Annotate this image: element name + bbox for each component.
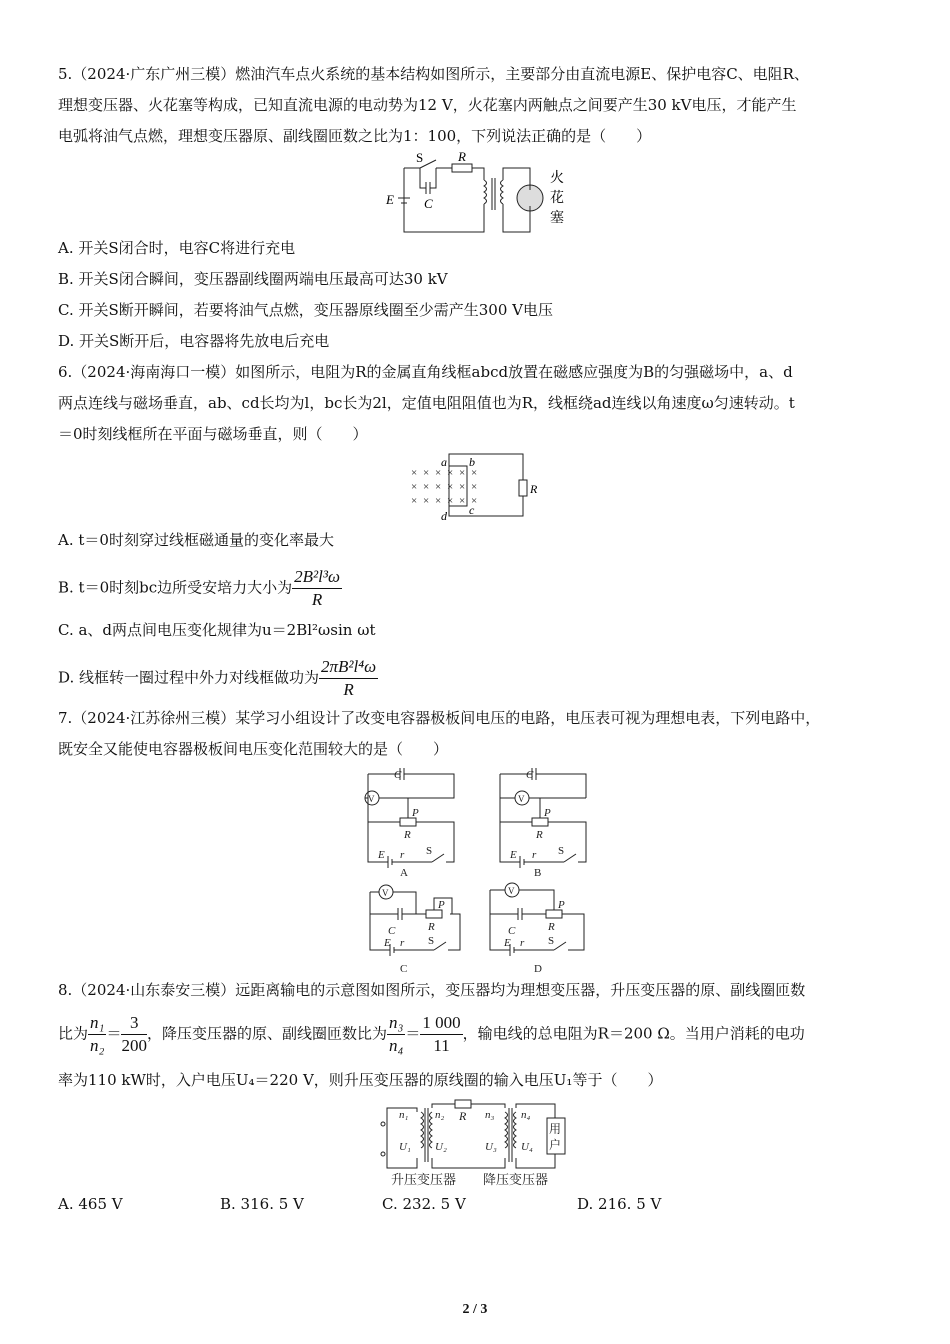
q8-fig-n2: n₂ (435, 1109, 445, 1121)
q5-fig-label-spark-1: 火 (550, 171, 564, 186)
q7-a-label-r: R (404, 829, 411, 841)
q8-option-a: A. 465 V (58, 1195, 123, 1213)
q7-a-label-e: E (378, 849, 385, 861)
q5-fig-label-r: R (458, 150, 466, 164)
q7-caption-c: C (400, 963, 408, 975)
magnetic-field-cross: × (447, 481, 454, 493)
q8-option-d: D. 216. 5 V (577, 1195, 662, 1213)
q6-fig-label-d: d (441, 509, 447, 523)
q8-frac3-num: n₃ (387, 1012, 405, 1035)
q8-fig-u4: U₄ (521, 1141, 533, 1153)
q7-c-label-p: P (438, 899, 445, 911)
q8-fig-step-down-caption: 降压变压器 (483, 1172, 549, 1187)
q8-frac1-den: n₂ (90, 1036, 105, 1055)
q8-option-b: B. 316. 5 V (220, 1195, 304, 1213)
q7-caption-d: D (534, 963, 542, 975)
q7-b-label-e: E (510, 849, 517, 861)
q5-option-a: A. 开关S闭合时，电容C将进行充电 (58, 239, 296, 257)
q7-c-label-s: S (428, 935, 435, 947)
q8-fig-user-2: 户 (549, 1138, 562, 1152)
magnetic-field-cross: × (423, 481, 430, 493)
q7-b-label-s: S (558, 845, 565, 857)
q6-fig-label-b: b (469, 455, 475, 469)
q8-frac4-num: 1 000 (420, 1012, 462, 1035)
q8-text-resistance: ，输电线的总电阻为R＝200 Ω。当用户消耗的电功 (462, 1024, 805, 1043)
q7-c-label-c: C (388, 925, 396, 937)
q8-frac2-num: 3 (121, 1012, 147, 1035)
q7-circuit-options-figure (360, 762, 600, 980)
q6-option-a: A. t＝0时刻穿过线框磁通量的变化率最大 (58, 531, 334, 549)
q7-d-label-r: R (548, 921, 555, 933)
q5-fig-label-spark-2: 花 (550, 191, 564, 206)
q7-a-label-p: P (412, 807, 419, 819)
magnetic-field-cross: × (447, 495, 454, 507)
q5-stem-line2: 理想变压器、火花塞等构成，已知直流电源的电动势为12 V，火花塞内两触点之间要产生30 kV电压，才能产生 (58, 96, 797, 114)
q7-d-label-c: C (508, 925, 516, 937)
q8-fig-r: R (459, 1109, 467, 1123)
q8-fig-u1: U₁ (399, 1141, 411, 1153)
q8-stem-line3: 率为110 kW时，入户电压U₄＝220 V，则升压变压器的原线圈的输入电压U₁等于（ ） (58, 1071, 663, 1089)
q7-a-voltmeter-label: V (368, 794, 375, 804)
magnetic-field-cross: × (423, 467, 430, 479)
q8-text-ratio-intro: 比为 (58, 1024, 89, 1043)
q8-text-step-down: ，降压变压器的原、副线圈匝数比为 (146, 1024, 387, 1043)
q8-fig-n3: n₃ (485, 1109, 495, 1121)
q6-stem-line3: ＝0时刻线框所在平面与磁场垂直，则（ ） (58, 425, 368, 443)
q7-a-label-s: S (426, 845, 433, 857)
q7-b-label-small-r: r (532, 849, 537, 861)
magnetic-field-cross: × (435, 495, 442, 507)
q8-power-transmission-figure (375, 1098, 585, 1190)
q7-d-label-e: E (504, 937, 511, 949)
q7-stem-line1: 7.（2024·江苏徐州三模）某学习小组设计了改变电容器极板间电压的电路，电压表可视为理想电表，下列电路中， (58, 709, 821, 727)
magnetic-field-cross: × (411, 495, 418, 507)
q8-fig-u3: U₃ (485, 1141, 497, 1153)
q7-d-label-p: P (558, 899, 565, 911)
q7-a-label-c: C (394, 769, 402, 781)
q5-fig-label-spark-3: 塞 (550, 211, 564, 226)
q8-fig-n4: n₄ (521, 1109, 531, 1121)
q6-option-d-text: D. 线框转一圈过程中外力对线框做功为 (58, 668, 320, 687)
q7-b-label-r: R (536, 829, 543, 841)
magnetic-field-cross: × (471, 467, 478, 479)
q6-fig-label-a: a (441, 455, 447, 469)
q7-caption-b: B (534, 867, 542, 879)
q8-equals-2: ＝ (405, 1024, 421, 1043)
magnetic-field-cross: × (435, 467, 442, 479)
magnetic-field-cross: × (471, 495, 478, 507)
q6-option-b-text: B. t＝0时刻bc边所受安培力大小为 (58, 578, 293, 597)
q5-stem-line3: 电弧将油气点燃，理想变压器原、副线圈匝数之比为1：100，下列说法正确的是（ ） (58, 127, 652, 145)
q7-b-voltmeter-label: V (518, 794, 525, 804)
q7-c-voltmeter-label: V (382, 888, 389, 898)
q7-caption-a: A (400, 867, 408, 879)
q6-stem-line1: 6.（2024·海南海口一模）如图所示，电阻为R的金属直角线框abcd放置在磁感应强度为B的匀强磁场中，a、d (58, 363, 793, 381)
q6-magnetic-field-frame-figure (405, 450, 555, 528)
page-number: 2 / 3 (462, 1302, 488, 1317)
q7-c-label-e: E (384, 937, 391, 949)
q8-frac2-den: 200 (121, 1036, 147, 1055)
q5-option-c: C. 开关S断开瞬间，若要将油气点燃，变压器原线圈至少需产生300 V电压 (58, 301, 553, 319)
q8-option-c: C. 232. 5 V (382, 1195, 466, 1213)
q7-d-voltmeter-label: V (508, 886, 515, 896)
q5-fig-label-s: S (416, 150, 424, 165)
magnetic-field-cross: × (435, 481, 442, 493)
magnetic-field-cross: × (423, 495, 430, 507)
q8-fig-n1: n₁ (399, 1109, 409, 1121)
q6-option-d-denominator: R (343, 680, 354, 699)
q5-stem-line1: 5.（2024·广东广州三模）燃油汽车点火系统的基本结构如图所示，主要部分由直流电源E、保护电容C、电阻R、 (58, 65, 809, 83)
q6-fig-label-r: R (530, 482, 538, 496)
q5-ignition-circuit-figure (380, 150, 580, 240)
magnetic-field-cross: × (459, 495, 466, 507)
q6-option-b-denominator: R (311, 590, 323, 609)
q7-c-label-r: R (428, 921, 435, 933)
q6-option-d-numerator: 2πB²l⁴ω (319, 656, 378, 679)
q6-fig-label-c: c (469, 503, 475, 517)
magnetic-field-cross: × (411, 481, 418, 493)
q7-d-label-s: S (548, 935, 555, 947)
q6-stem-line2: 两点连线与磁场垂直，ab、cd长均为l，bc长为2l，定值电阻阻值也为R，线框绕ad连线以角速度ω匀速转动。t (58, 394, 795, 412)
q6-option-b-numerator: 2B²l³ω (292, 566, 342, 589)
q8-stem-line1: 8.（2024·山东泰安三模）远距离输电的示意图如图所示，变压器均为理想变压器，升压变压器的原、副线圈匝数 (58, 981, 806, 999)
q7-b-label-c: C (526, 769, 534, 781)
magnetic-field-cross: × (459, 481, 466, 493)
q5-fig-label-e: E (386, 192, 394, 207)
q7-c-label-small-r: r (400, 937, 405, 949)
q8-frac3-den: n₄ (388, 1036, 404, 1055)
magnetic-field-cross: × (459, 467, 466, 479)
q8-equals-1: ＝ (106, 1024, 122, 1043)
q7-b-label-p: P (544, 807, 551, 819)
q7-a-label-small-r: r (400, 849, 405, 861)
q8-frac4-den: 11 (433, 1036, 450, 1055)
q7-d-label-small-r: r (520, 937, 525, 949)
q6-option-c: C. a、d两点间电压变化规律为u＝2Bl²ωsin ωt (58, 621, 376, 639)
magnetic-field-cross: × (471, 481, 478, 493)
magnetic-field-cross: × (411, 467, 418, 479)
q8-stem-line2 (58, 1012, 805, 1057)
magnetic-field-cross: × (447, 467, 454, 479)
q8-frac1-num: n₁ (88, 1012, 106, 1035)
q6-option-d (58, 656, 378, 701)
q5-option-d: D. 开关S断开后，电容器将先放电后充电 (58, 332, 330, 350)
q5-fig-label-c: C (424, 196, 433, 211)
q6-option-b (58, 566, 342, 611)
q5-option-b: B. 开关S闭合瞬间，变压器副线圈两端电压最高可达30 kV (58, 270, 448, 288)
q8-fig-u2: U₂ (435, 1141, 447, 1153)
q8-fig-step-up-caption: 升压变压器 (391, 1172, 457, 1187)
q8-fig-user-1: 用 (549, 1122, 562, 1136)
q7-stem-line2: 既安全又能使电容器极板间电压变化范围较大的是（ ） (58, 740, 449, 758)
